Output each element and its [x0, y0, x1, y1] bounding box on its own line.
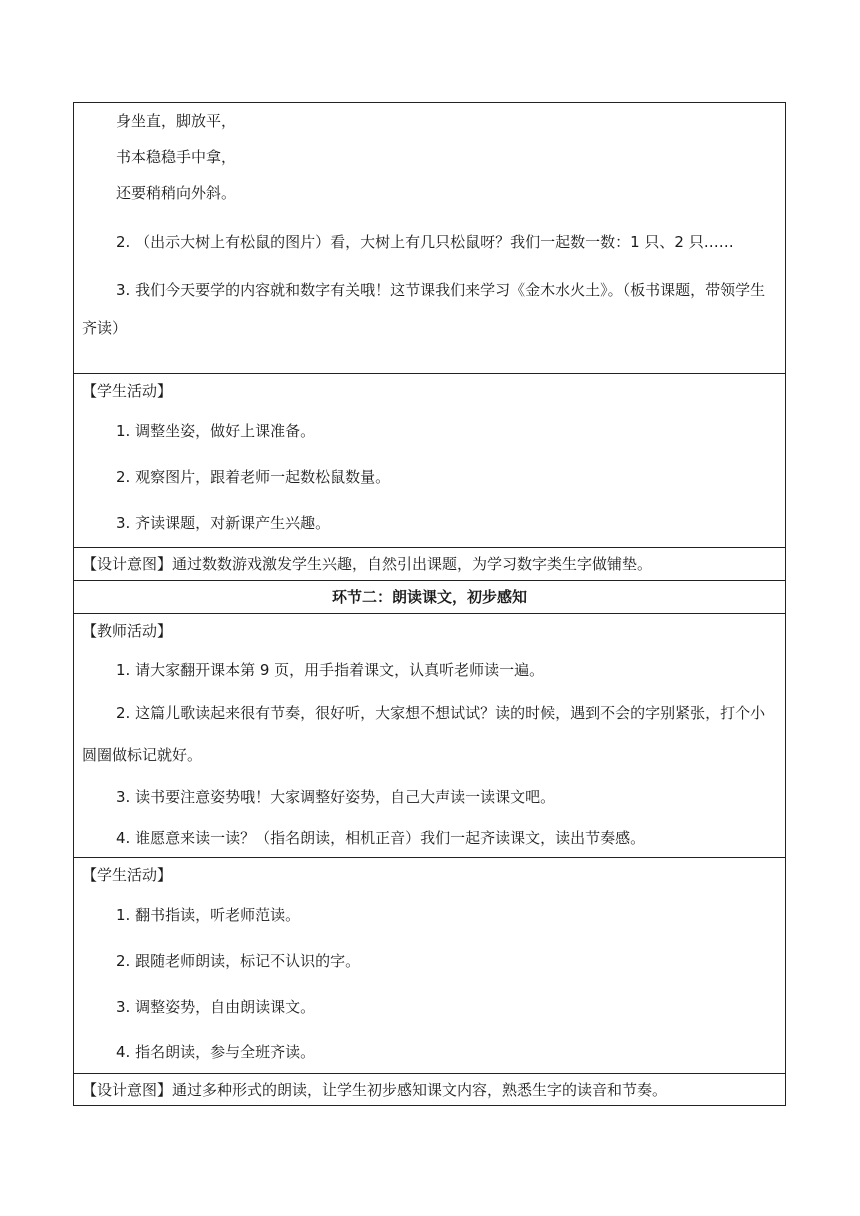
student-step: 2. 跟随老师朗读，标记不认识的字。: [116, 952, 361, 970]
poem-line: 还要稍稍向外斜。: [116, 184, 237, 202]
student-step: 1. 调整坐姿，做好上课准备。: [116, 422, 316, 440]
student-step: 2. 观察图片，跟着老师一起数松鼠数量。: [116, 468, 391, 486]
student-step: 3. 齐读课题，对新课产生兴趣。: [116, 514, 331, 532]
lesson-plan-table: [73, 102, 786, 1106]
teacher-activity-cell-1: [74, 103, 785, 373]
teacher-step-3: 3. 读书要注意姿势哦！大家调整好姿势，自己大声读一读课文吧。: [116, 788, 556, 806]
teacher-step-2: 2. （出示大树上有松鼠的图片）看，大树上有几只松鼠呀？我们一起数一数：1 只、2 只……: [116, 233, 734, 251]
teacher-step-3: 3. 我们今天要学的内容就和数字有关哦！这节课我们来学习《金木水火土》。（板书课题，带领学生齐读）: [82, 281, 766, 337]
teacher-step-1: 1. 请大家翻开课本第 9 页，用手指着课文，认真听老师读一遍。: [116, 661, 545, 679]
student-step: 1. 翻书指读，听老师范读。: [116, 906, 301, 924]
teacher-activity-cell-2: [74, 613, 785, 857]
student-activity-cell-1: [74, 373, 785, 547]
teacher-activity-label: 【教师活动】: [82, 622, 173, 640]
student-step: 4. 指名朗读，参与全班齐读。: [116, 1043, 316, 1061]
poem-line: 书本稳稳手中拿，: [116, 148, 237, 166]
student-activity-label: 【学生活动】: [82, 866, 173, 884]
student-step: 3. 调整姿势，自由朗读课文。: [116, 998, 316, 1016]
poem-line: 身坐直，脚放平，: [116, 112, 237, 130]
student-activity-cell-2: [74, 857, 785, 1073]
student-activity-label: 【学生活动】: [82, 382, 173, 400]
design-intent-1: 【设计意图】通过数数游戏激发学生兴趣，自然引出课题，为学习数字类生字做铺垫。: [74, 547, 785, 580]
teacher-step-4: 4. 谁愿意来读一读？（指名朗读，相机正音）我们一起齐读课文，读出节奏感。: [116, 829, 646, 847]
section-title: 环节二：朗读课文，初步感知: [74, 580, 785, 613]
teacher-step-2: 2. 这篇儿歌读起来很有节奏，很好听，大家想不想试试？读的时候，遇到不会的字别紧张，打个小圆圈做标记就好。: [82, 704, 766, 764]
design-intent-2: 【设计意图】通过多种形式的朗读，让学生初步感知课文内容，熟悉生字的读音和节奏。: [74, 1073, 785, 1105]
